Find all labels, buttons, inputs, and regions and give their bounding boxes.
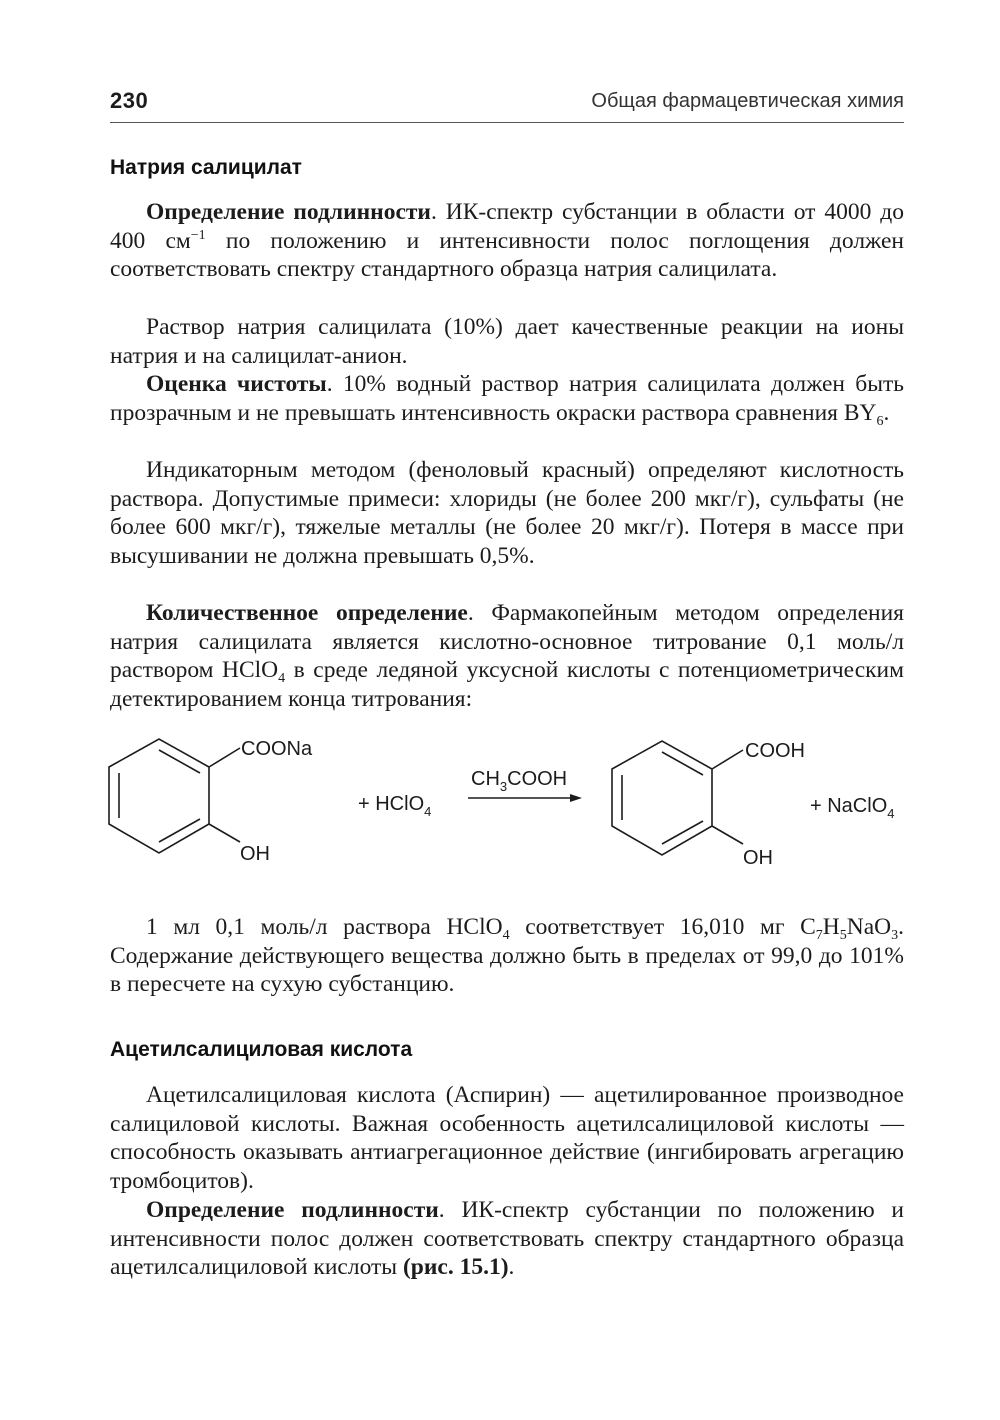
paragraph-purity: Оценка чистоты. 10% водный раствор натрия салицилата должен быть прозрачным и не превышать интенсивность окраски раствора сравнения $BY_6$.	[110, 371, 904, 429]
titration-reaction-scheme	[100, 722, 920, 892]
lead-term: Количественное определение	[146, 600, 468, 626]
reaction-arrow	[468, 794, 582, 802]
paragraph-aspirin-identity: Определение подлинности. ИК-спектр субстанции по положению и интенсивности полос должен соответствовать спектру стандартного образца ацетилсалициловой кислоты (рис. 15.1).	[110, 1197, 904, 1281]
paragraph-aspirin-intro: Ацетилсалициловая кислота (Аспирин) — ацетилированное производное салициловой кислоты. Важная особенность ацетилсалициловой кислоты — способность оказывать антиагрегационное действие (ингибировать агрегацию тромбоцитов).	[110, 1082, 904, 1195]
salicylic-acid-structure	[612, 741, 743, 855]
solvent-label: $CH_3COOH$	[471, 768, 568, 794]
reactant-oh-label: OH	[240, 843, 270, 865]
running-header	[110, 86, 904, 123]
reactant-group-label: COONa	[241, 738, 313, 760]
reagent-label: + HClO$_4$	[358, 793, 432, 819]
paragraph-impurities: Индикаторным методом (феноловый красный) определяют кислотность раствора. Допустимые примеси: хлориды (не более 200 мкг/г), сульфаты (не более 600 мкг/г), тяжелые металлы (не более 20 мкг/г). Потеря в массе при высушивании не должна превышать 0,5%.	[110, 457, 904, 570]
product-oh-label: OH	[743, 847, 773, 869]
paragraph-identity-test: Определение подлинности. ИК-спектр субстанции в области от 4000 до 400 $см^{-1}$ по положению и интенсивности полос поглощения должен соответствовать спектру стандартного образца натрия салицилата.	[110, 199, 904, 283]
paragraph-equivalence: 1 мл 0,1 моль/л раствора HClO$_4$ соответствует 16,010 мг $C_7H_5NaO_3$. Содержание действующего вещества должно быть в пределах от 99,0 до 101% в пересчете на сухую субстанцию.	[110, 914, 904, 998]
section-heading-acetylsalicylic-acid: Ацетилсалициловая кислота	[110, 1038, 413, 1061]
product-group-label: COOH	[745, 740, 805, 762]
book-title: Общая фармацевтическая химия	[591, 90, 904, 112]
lead-term: Определение подлинности	[146, 1197, 439, 1223]
lead-term: Определение подлинности	[146, 199, 431, 225]
sodium-salicylate-structure	[109, 739, 240, 853]
lead-term: Оценка чистоты	[146, 371, 327, 397]
section-heading-sodium-salicylate: Натрия салицилат	[110, 156, 302, 179]
paragraph-qualitative-reactions: Раствор натрия салицилата (10%) дает качественные реакции на ионы натрия и на салицилат-анион.	[110, 314, 904, 369]
paragraph-assay: Количественное определение. Фармакопейным методом определения натрия салицилата является кислотно-основное титрование 0,1 моль/л раствором HClO$_4$ в среде ледяной уксусной кислоты с потенциометрическим детектированием конца титрования:	[110, 600, 904, 713]
page-number: 230	[110, 88, 149, 113]
byproduct-label: + NaClO$_4$	[810, 795, 895, 821]
figure-reference: (рис. 15.1)	[402, 1254, 509, 1281]
